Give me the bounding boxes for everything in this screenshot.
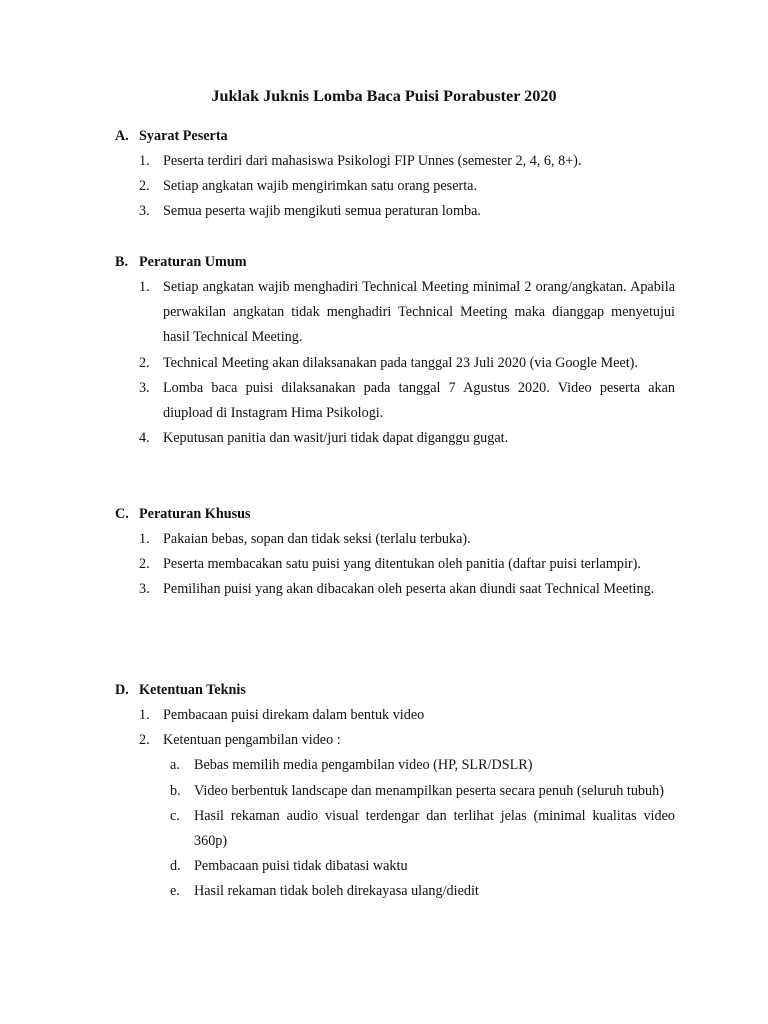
list-item	[115, 703, 675, 728]
item-number: 1.	[139, 279, 150, 295]
section-letter: A.	[115, 128, 129, 144]
section-title: Ketentuan Teknis	[139, 682, 246, 698]
list-item	[115, 527, 675, 552]
section-peraturan-umum	[115, 250, 675, 451]
subitem-letter: b.	[170, 782, 181, 799]
item-text: Setiap angkatan wajib menghadiri Technical Meeting minimal 2 orang/angkatan. Apabila perwakilan angkatan tidak menghadiri Technical Meeting maka dianggap menyetujui hasil Technical Meeting.	[163, 279, 675, 346]
sublist-item	[115, 879, 675, 904]
item-text: Technical Meeting akan dilaksanakan pada tanggal 23 Juli 2020 (via Google Meet).	[163, 354, 638, 371]
section-title: Peraturan Khusus	[139, 506, 251, 522]
item-text: Pemilihan puisi yang akan dibacakan oleh peserta akan diundi saat Technical Meeting.	[163, 581, 655, 598]
section-letter: B.	[115, 254, 129, 270]
item-text: Setiap angkatan wajib mengirimkan satu orang peserta.	[163, 178, 477, 195]
list-item	[115, 199, 675, 224]
item-text: Peserta terdiri dari mahasiswa Psikologi FIP Unnes (semester 2, 4, 6, 8+).	[163, 153, 582, 169]
sublist-item	[115, 804, 675, 854]
numbered-list	[115, 703, 675, 753]
numbered-list	[115, 275, 675, 451]
item-text: Pakaian bebas, sopan dan tidak seksi (terlalu terbuka).	[163, 531, 471, 547]
sublist-item	[115, 779, 675, 804]
list-item	[115, 376, 675, 426]
sublist-item	[115, 854, 675, 879]
list-item	[115, 351, 675, 376]
list-item	[115, 174, 675, 199]
list-item	[115, 552, 675, 577]
subitem-text: Video berbentuk landscape dan menampilkan peserta secara penuh (seluruh tubuh)	[194, 782, 664, 799]
list-item	[115, 728, 675, 753]
section-peraturan-khusus	[115, 502, 675, 603]
item-number: 2.	[139, 178, 150, 195]
sublist-item	[115, 753, 675, 778]
item-number: 3.	[139, 581, 150, 598]
list-item	[115, 275, 675, 351]
subitem-letter: c.	[170, 807, 180, 824]
document-title: Juklak Juknis Lomba Baca Puisi Porabuster 2020	[211, 87, 557, 105]
item-text: Keputusan panitia dan wasit/juri tidak dapat diganggu gugat.	[163, 430, 509, 447]
numbered-list	[115, 149, 675, 225]
subitem-letter: a.	[170, 757, 180, 774]
subitem-text: Hasil rekaman tidak boleh direkayasa ulang/diedit	[194, 883, 479, 900]
item-number: 3.	[139, 379, 150, 396]
section-syarat-peserta	[115, 124, 675, 225]
item-text: Pembacaan puisi direkam dalam bentuk video	[163, 707, 425, 723]
list-item	[115, 426, 675, 451]
subitem-letter: d.	[170, 858, 181, 875]
section-heading	[115, 502, 675, 527]
subitem-letter: e.	[170, 883, 180, 900]
item-text: Ketentuan pengambilan video :	[163, 732, 341, 749]
section-letter: C.	[115, 506, 129, 522]
item-number: 3.	[139, 203, 150, 220]
item-number: 4.	[139, 430, 150, 447]
section-title: Peraturan Umum	[139, 254, 247, 270]
subitem-text: Hasil rekaman audio visual terdengar dan terlihat jelas (minimal kualitas video 360p)	[194, 807, 675, 850]
subitem-text: Pembacaan puisi tidak dibatasi waktu	[194, 858, 408, 875]
section-heading	[115, 678, 675, 703]
section-heading	[115, 124, 675, 149]
lettered-sublist	[115, 753, 675, 904]
section-ketentuan-teknis	[115, 678, 675, 905]
item-number: 1.	[139, 531, 150, 547]
item-number: 1.	[139, 707, 150, 723]
section-title: Syarat Peserta	[139, 128, 228, 144]
item-number: 2.	[139, 354, 150, 371]
item-text: Lomba baca puisi dilaksanakan pada tanggal 7 Agustus 2020. Video peserta akan diupload di Instagram Hima Psikologi.	[163, 379, 675, 422]
item-number: 2.	[139, 732, 150, 749]
item-text: Peserta membacakan satu puisi yang ditentukan oleh panitia (daftar puisi terlampir).	[163, 556, 641, 573]
list-item	[115, 577, 675, 602]
item-number: 2.	[139, 556, 150, 573]
numbered-list	[115, 527, 675, 603]
list-item	[115, 149, 675, 174]
subitem-text: Bebas memilih media pengambilan video (HP, SLR/DSLR)	[194, 757, 533, 774]
section-heading	[115, 250, 675, 275]
section-letter: D.	[115, 682, 129, 698]
item-number: 1.	[139, 153, 150, 169]
item-text: Semua peserta wajib mengikuti semua peraturan lomba.	[163, 203, 481, 220]
